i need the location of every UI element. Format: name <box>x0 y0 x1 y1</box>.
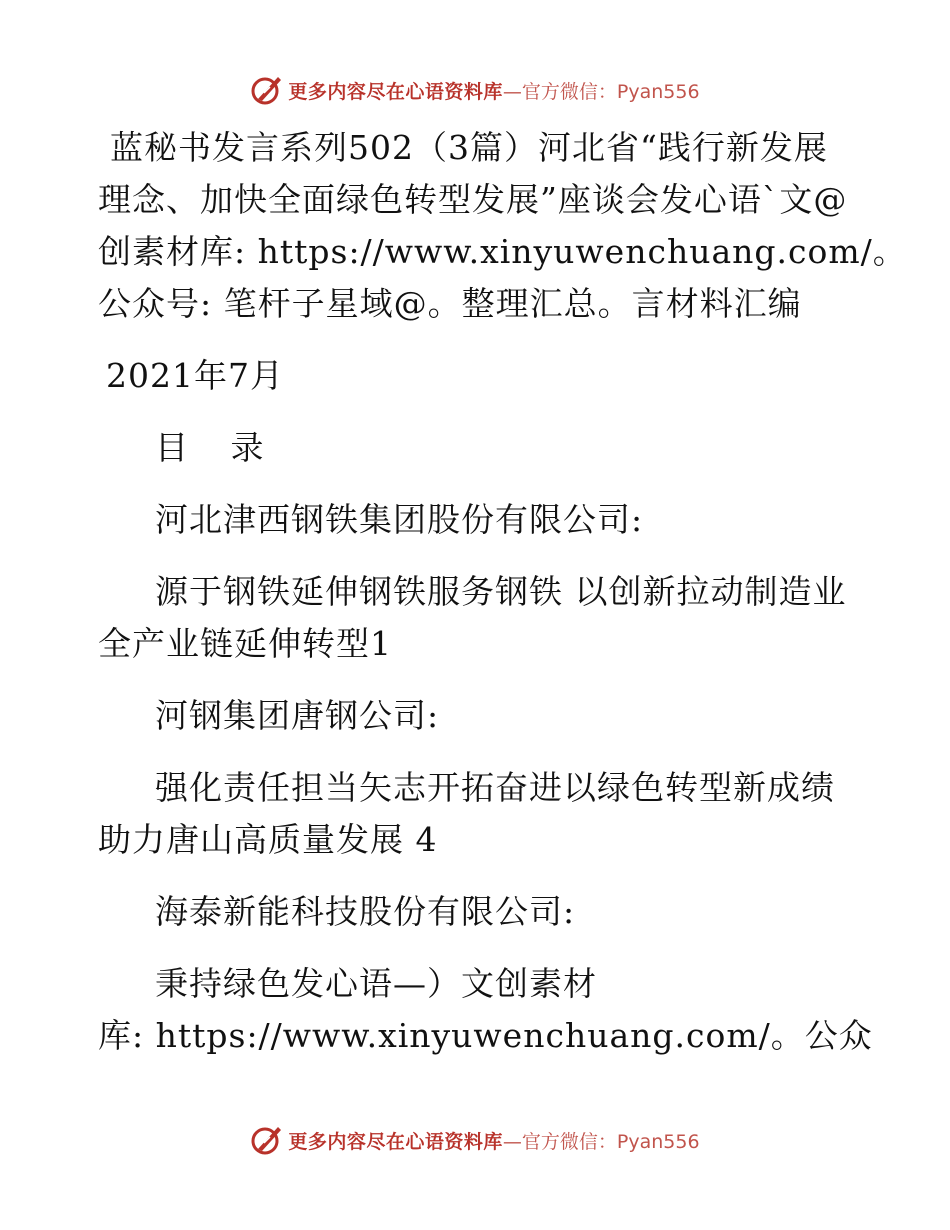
watermark-banner-top <box>0 70 950 110</box>
document-date: 2021年7月 <box>106 356 284 395</box>
watermark-site-text: 更多内容尽在心语资料库 <box>288 80 503 103</box>
document-title-line: 创素材库: https://www.xinyuwenchuang.com/。 <box>98 232 907 271</box>
feather-seal-icon <box>250 73 284 107</box>
toc-entry-line: 秉持绿色发心语—）文创素材 <box>155 964 597 1003</box>
document-title-line: 理念、加快全面绿色转型发展”座谈会发心语`文@ <box>98 180 848 219</box>
watermark-contact-text: —官方微信：Pyan556 <box>502 80 700 103</box>
document-title-line: 公众号: 笔杆子星域@。整理汇总。言材料汇编 <box>98 284 802 323</box>
toc-org-name: 河钢集团唐钢公司: <box>155 696 440 735</box>
document-title-line: 蓝秘书发言系列502（3篇）河北省“践行新发展 <box>110 128 828 167</box>
document-body <box>98 122 907 1062</box>
watermark-contact-text: —官方微信：Pyan556 <box>502 1130 700 1153</box>
toc-org-name: 河北津西钢铁集团股份有限公司: <box>155 500 644 539</box>
toc-entry-line: 库: https://www.xinyuwenchuang.com/。公众 <box>98 1016 873 1055</box>
toc-title: 目 录 <box>155 428 280 467</box>
toc-entry-line: 助力唐山高质量发展 4 <box>98 820 438 859</box>
feather-seal-icon <box>250 1123 284 1157</box>
toc-entry-line: 全产业链延伸转型1 <box>98 624 392 663</box>
watermark-site-text: 更多内容尽在心语资料库 <box>288 1130 503 1153</box>
toc-org-name: 海泰新能科技股份有限公司: <box>155 892 576 931</box>
toc-entry-line: 强化责任担当矢志开拓奋进以绿色转型新成绩 <box>155 768 835 807</box>
toc-entry-line: 源于钢铁延伸钢铁服务钢铁 以创新拉动制造业 <box>155 572 847 611</box>
watermark-banner-bottom <box>0 1120 950 1160</box>
